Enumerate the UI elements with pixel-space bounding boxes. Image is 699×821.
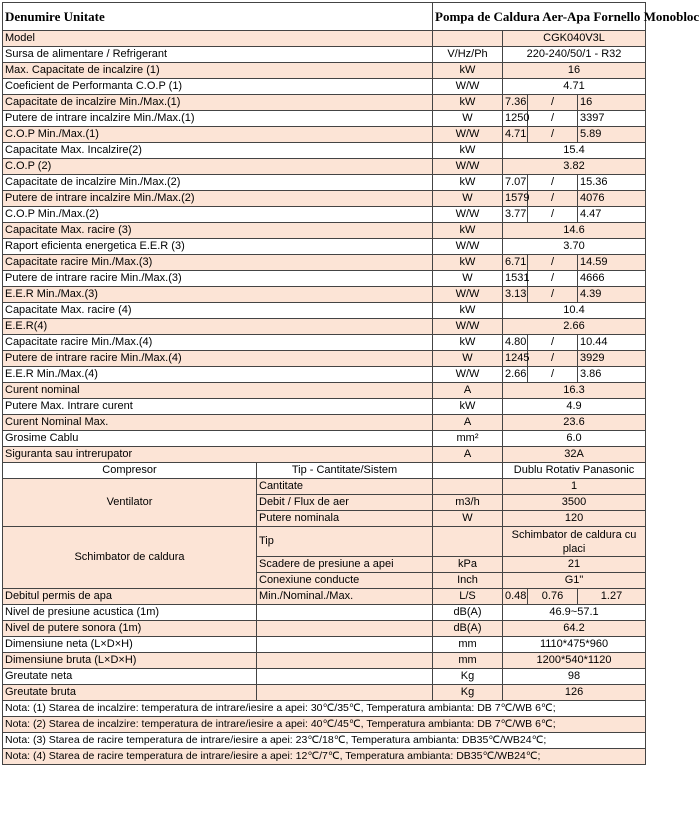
schimbator-tip-value: Schimbator de caldura cu placi xyxy=(503,527,646,557)
note-row xyxy=(3,717,646,733)
spec-row xyxy=(3,159,646,175)
spec-unit: kW xyxy=(433,303,503,319)
spec-label: Model xyxy=(3,31,433,47)
ventilator-label: Ventilator xyxy=(3,479,257,527)
spec-label: Coeficient de Performanta C.O.P (1) xyxy=(3,79,433,95)
note-text: Nota: (1) Starea de incalzire: temperatura de intrare/iesire a apei: 30℃/35℃, Temperatura ambianta: DB 7℃/WB 6℃; xyxy=(3,701,646,717)
spec-label: Greutate bruta xyxy=(3,685,257,701)
spec-row xyxy=(3,47,646,63)
note-row xyxy=(3,733,646,749)
spec-row xyxy=(3,383,646,399)
header-left: Denumire Unitate xyxy=(3,3,433,31)
compresor-value: Dublu Rotativ Panasonic xyxy=(503,463,646,479)
spec-unit: W/W xyxy=(433,159,503,175)
spec-row xyxy=(3,255,646,271)
spec-row xyxy=(3,31,646,47)
spec-max: 16 xyxy=(578,95,646,111)
spec-sep: / xyxy=(528,111,578,127)
spec-value: 10.4 xyxy=(503,303,646,319)
spec-sep: / xyxy=(528,335,578,351)
spec-value: 126 xyxy=(503,685,646,701)
spec-unit: mm xyxy=(433,653,503,669)
spec-unit: W/W xyxy=(433,239,503,255)
spec-label: E.E.R Min./Max.(4) xyxy=(3,367,433,383)
spec-max: 10.44 xyxy=(578,335,646,351)
spec-value: 16 xyxy=(503,63,646,79)
spec-unit: A xyxy=(433,383,503,399)
spec-unit: V/Hz/Ph xyxy=(433,47,503,63)
spec-label: Sursa de alimentare / Refrigerant xyxy=(3,47,433,63)
spec-unit: kW xyxy=(433,175,503,191)
spec-row xyxy=(3,605,646,621)
compresor-sub: Tip - Cantitate/Sistem xyxy=(257,463,433,479)
spec-unit: dB(A) xyxy=(433,621,503,637)
spec-label: Siguranta sau intrerupator xyxy=(3,447,433,463)
spec-max: 14.59 xyxy=(578,255,646,271)
spec-value: 1110*475*960 xyxy=(503,637,646,653)
spec-row xyxy=(3,335,646,351)
spec-label: Nivel de putere sonora (1m) xyxy=(3,621,257,637)
spec-label: Capacitate racire Min./Max.(3) xyxy=(3,255,433,271)
spec-unit: W/W xyxy=(433,319,503,335)
spec-min: 2.66 xyxy=(503,367,528,383)
note-row xyxy=(3,701,646,717)
spec-unit xyxy=(433,527,503,557)
spec-row xyxy=(3,669,646,685)
spec-sep: / xyxy=(528,255,578,271)
spec-row xyxy=(3,287,646,303)
spec-unit: kW xyxy=(433,143,503,159)
spec-sep: / xyxy=(528,351,578,367)
spec-unit: m3/h xyxy=(433,495,503,511)
debit-sub: Min./Nominal./Max. xyxy=(257,589,433,605)
spec-min: 1579 xyxy=(503,191,528,207)
spec-label: Nivel de presiune acustica (1m) xyxy=(3,605,257,621)
schimbator-label: Schimbator de caldura xyxy=(3,527,257,589)
spec-unit: W xyxy=(433,511,503,527)
spec-row xyxy=(3,431,646,447)
spec-max: 5.89 xyxy=(578,127,646,143)
spec-value: 3.70 xyxy=(503,239,646,255)
note-text: Nota: (2) Starea de incalzire: temperatura de intrare/iesire a apei: 40℃/45℃, Temperatura ambianta: DB 7℃/WB 6℃; xyxy=(3,717,646,733)
spec-unit: W/W xyxy=(433,207,503,223)
spec-sep: / xyxy=(528,191,578,207)
spec-row xyxy=(3,351,646,367)
spec-row xyxy=(3,127,646,143)
spec-label: C.O.P (2) xyxy=(3,159,433,175)
spec-sep: / xyxy=(528,175,578,191)
spec-unit: W xyxy=(433,271,503,287)
spec-value: 3.82 xyxy=(503,159,646,175)
spec-label: Curent nominal xyxy=(3,383,433,399)
spec-min: 1250 xyxy=(503,111,528,127)
spec-label: Raport eficienta energetica E.E.R (3) xyxy=(3,239,433,255)
ventilator-value: 120 xyxy=(503,511,646,527)
spec-unit: A xyxy=(433,447,503,463)
header-row xyxy=(3,3,646,31)
spec-unit: kW xyxy=(433,95,503,111)
spec-label: Putere de intrare incalzire Min./Max.(2) xyxy=(3,191,433,207)
spec-min: 6.71 xyxy=(503,255,528,271)
debit-label: Debitul permis de apa xyxy=(3,589,257,605)
spec-unit: kW xyxy=(433,335,503,351)
spec-unit: W/W xyxy=(433,367,503,383)
debit-max: 1.27 xyxy=(578,589,646,605)
spec-label: Putere de intrare racire Min./Max.(4) xyxy=(3,351,433,367)
spec-unit: W/W xyxy=(433,127,503,143)
note-text: Nota: (4) Starea de racire temperatura de intrare/iesire a apei: 12℃/7℃, Temperatura ambianta: DB35℃/WB24℃; xyxy=(3,749,646,765)
spec-max: 15.36 xyxy=(578,175,646,191)
spec-unit: A xyxy=(433,415,503,431)
spec-sub xyxy=(257,637,433,653)
spec-unit: kW xyxy=(433,255,503,271)
spec-row xyxy=(3,223,646,239)
spec-value: 220-240/50/1 - R32 xyxy=(503,47,646,63)
schimbator-sub: Conexiune conducte xyxy=(257,573,433,589)
spec-unit: kW xyxy=(433,399,503,415)
spec-label: Capacitate Max. racire (3) xyxy=(3,223,433,239)
spec-row xyxy=(3,143,646,159)
spec-unit: Kg xyxy=(433,669,503,685)
spec-row xyxy=(3,415,646,431)
spec-label: Dimensiune neta (L×D×H) xyxy=(3,637,257,653)
spec-unit: kW xyxy=(433,223,503,239)
ventilator-value: 3500 xyxy=(503,495,646,511)
spec-min: 4.71 xyxy=(503,127,528,143)
spec-row xyxy=(3,621,646,637)
spec-unit: W xyxy=(433,111,503,127)
spec-row xyxy=(3,191,646,207)
spec-label: Curent Nominal Max. xyxy=(3,415,433,431)
spec-value: 64.2 xyxy=(503,621,646,637)
spec-unit: kW xyxy=(433,63,503,79)
spec-row xyxy=(3,685,646,701)
spec-label: Dimensiune bruta (L×D×H) xyxy=(3,653,257,669)
spec-label: Max. Capacitate de incalzire (1) xyxy=(3,63,433,79)
spec-unit: mm² xyxy=(433,431,503,447)
spec-unit xyxy=(433,463,503,479)
spec-max: 3397 xyxy=(578,111,646,127)
spec-row xyxy=(3,367,646,383)
debit-row xyxy=(3,589,646,605)
debit-min: 0.48 xyxy=(503,589,528,605)
spec-unit: Inch xyxy=(433,573,503,589)
spec-max: 4076 xyxy=(578,191,646,207)
compresor-row xyxy=(3,463,646,479)
spec-row xyxy=(3,175,646,191)
spec-value: 4.9 xyxy=(503,399,646,415)
spec-sep: / xyxy=(528,367,578,383)
spec-value: 6.0 xyxy=(503,431,646,447)
schimbator-row xyxy=(3,527,646,557)
spec-row xyxy=(3,447,646,463)
spec-unit: W xyxy=(433,191,503,207)
spec-label: Capacitate racire Min./Max.(4) xyxy=(3,335,433,351)
spec-value: 32A xyxy=(503,447,646,463)
spec-min: 3.77 xyxy=(503,207,528,223)
spec-row xyxy=(3,319,646,335)
spec-min: 4.80 xyxy=(503,335,528,351)
spec-min: 7.36 xyxy=(503,95,528,111)
spec-label: C.O.P Min./Max.(2) xyxy=(3,207,433,223)
spec-unit xyxy=(433,31,503,47)
spec-label: C.O.P Min./Max.(1) xyxy=(3,127,433,143)
spec-sep: / xyxy=(528,95,578,111)
spec-value: 46.9~57.1 xyxy=(503,605,646,621)
spec-unit: W/W xyxy=(433,287,503,303)
spec-max: 4.39 xyxy=(578,287,646,303)
schimbator-value: 21 xyxy=(503,557,646,573)
spec-min: 3.13 xyxy=(503,287,528,303)
spec-value: 23.6 xyxy=(503,415,646,431)
spec-sub xyxy=(257,669,433,685)
spec-max: 4666 xyxy=(578,271,646,287)
spec-label: E.E.R(4) xyxy=(3,319,433,335)
spec-unit xyxy=(433,479,503,495)
note-text: Nota: (3) Starea de racire temperatura de intrare/iesire a apei: 23℃/18℃, Temperatura ambianta: DB35℃/WB24℃; xyxy=(3,733,646,749)
spec-min: 1245 xyxy=(503,351,528,367)
spec-table xyxy=(2,2,699,765)
schimbator-sub: Scadere de presiune a apei xyxy=(257,557,433,573)
spec-row xyxy=(3,653,646,669)
spec-label: E.E.R Min./Max.(3) xyxy=(3,287,433,303)
spec-min: 1531 xyxy=(503,271,528,287)
spec-value: 16.3 xyxy=(503,383,646,399)
spec-value: 14.6 xyxy=(503,223,646,239)
spec-sub xyxy=(257,621,433,637)
spec-unit: kPa xyxy=(433,557,503,573)
schimbator-value: G1" xyxy=(503,573,646,589)
spec-unit: W/W xyxy=(433,79,503,95)
ventilator-row xyxy=(3,479,646,495)
header-right: Pompa de Caldura Aer-Apa Fornello Monobloc xyxy=(433,3,646,31)
spec-label: Capacitate Max. racire (4) xyxy=(3,303,433,319)
schimbator-tip: Tip xyxy=(257,527,433,557)
spec-label: Capacitate de incalzire Min./Max.(1) xyxy=(3,95,433,111)
spec-row xyxy=(3,303,646,319)
spec-unit: W xyxy=(433,351,503,367)
compresor-label: Compresor xyxy=(3,463,257,479)
spec-row xyxy=(3,79,646,95)
spec-min: 7.07 xyxy=(503,175,528,191)
spec-row xyxy=(3,63,646,79)
spec-label: Grosime Cablu xyxy=(3,431,433,447)
spec-label: Putere Max. Intrare curent xyxy=(3,399,433,415)
spec-label: Capacitate de incalzire Min./Max.(2) xyxy=(3,175,433,191)
spec-sep: / xyxy=(528,287,578,303)
spec-unit: mm xyxy=(433,637,503,653)
spec-row xyxy=(3,399,646,415)
ventilator-sub: Putere nominala xyxy=(257,511,433,527)
spec-max: 3929 xyxy=(578,351,646,367)
spec-unit: Kg xyxy=(433,685,503,701)
spec-row xyxy=(3,637,646,653)
spec-row xyxy=(3,239,646,255)
spec-value: 2.66 xyxy=(503,319,646,335)
spec-sep: / xyxy=(528,127,578,143)
spec-label: Putere de intrare racire Min./Max.(3) xyxy=(3,271,433,287)
spec-label: Putere de intrare incalzire Min./Max.(1) xyxy=(3,111,433,127)
note-row xyxy=(3,749,646,765)
spec-sub xyxy=(257,685,433,701)
spec-value: 4.71 xyxy=(503,79,646,95)
spec-sep: / xyxy=(528,207,578,223)
spec-value: 15.4 xyxy=(503,143,646,159)
spec-row xyxy=(3,271,646,287)
spec-sub xyxy=(257,605,433,621)
spec-value: 98 xyxy=(503,669,646,685)
ventilator-value: 1 xyxy=(503,479,646,495)
spec-max: 3.86 xyxy=(578,367,646,383)
spec-row xyxy=(3,207,646,223)
ventilator-sub: Debit / Flux de aer xyxy=(257,495,433,511)
spec-row xyxy=(3,95,646,111)
spec-row xyxy=(3,111,646,127)
spec-max: 4.47 xyxy=(578,207,646,223)
spec-label: Capacitate Max. Incalzire(2) xyxy=(3,143,433,159)
ventilator-sub: Cantitate xyxy=(257,479,433,495)
spec-unit: dB(A) xyxy=(433,605,503,621)
spec-sub xyxy=(257,653,433,669)
spec-label: Greutate neta xyxy=(3,669,257,685)
spec-value: 1200*540*1120 xyxy=(503,653,646,669)
spec-value: CGK040V3L xyxy=(503,31,646,47)
debit-nom: 0.76 xyxy=(528,589,578,605)
spec-sep: / xyxy=(528,271,578,287)
spec-unit: L/S xyxy=(433,589,503,605)
